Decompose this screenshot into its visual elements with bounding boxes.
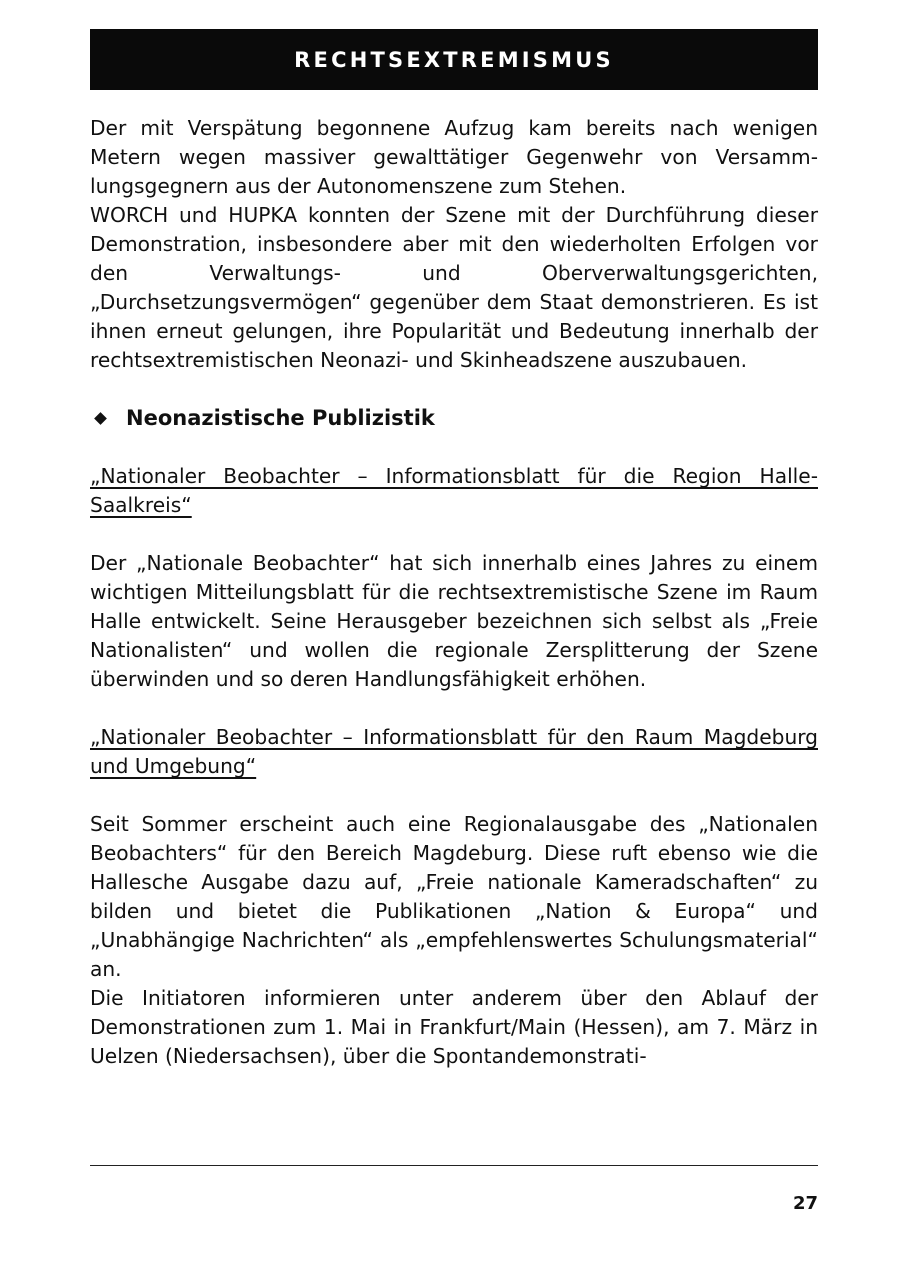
diamond-bullet-icon: [94, 412, 107, 425]
paragraph: Der mit Verspätung begonnene Aufzug kam bereits nach wenigen Metern wegen massiver gewalttätiger Gegenwehr von Versammlungsgegnern aus der Autonomenszene zum Stehen.: [90, 116, 818, 198]
main-content: [90, 114, 818, 1071]
publication-title: „Nationaler Beobachter – Informationsblatt für die Region Halle-Saalkreis“: [90, 464, 818, 517]
paragraph: Der „Nationale Beobachter“ hat sich innerhalb eines Jahres zu einem wichtigen Mitteilungsblatt für die rechtsextremistische Szene im Raum Halle entwickelt. Seine Herausgeber bezeichnen sich selbst als „Freie Nationalisten“ und wollen die regionale Zersplitterung der Szene überwinden und so deren Handlungsfähigkeit erhöhen.: [90, 551, 818, 691]
section-heading-label: Neonazistische Publizistik: [126, 406, 435, 430]
paragraph: Seit Sommer erscheint auch eine Regionalausgabe des „Nationalen Beobachters“ für den Bereich Magdeburg. Diese ruft ebenso wie die Hallesche Ausgabe dazu auf, „Freie nationale Kameradschaften“ zu bilden und bietet die Publikationen „Nation & Europa“ und „Unabhängige Nachrichten“ als „empfehlenswertes Schulungsmaterial“ an.: [90, 812, 818, 981]
section-heading: [90, 404, 818, 433]
paragraph: Die Initiatoren informieren unter anderem über den Ablauf der Demonstrationen zum 1. Mai in Frankfurt/Main (Hessen), am 7. März in Uelzen (Niedersachsen), über die Spontandemonstrati-: [90, 986, 818, 1068]
paragraph: WORCH und HUPKA konnten der Szene mit der Durchführung dieser Demonstration, insbesondere aber mit den wiederholten Erfolgen vor den Verwaltungs- und Oberverwaltungsgerichten, „Durchsetzungsvermögen“ gegenüber dem Staat demonstrieren. Es ist ihnen erneut gelungen, ihre Popularität und Bedeutung innerhalb der rechtsextremistischen Neonazi- und Skinheadszene auszubauen.: [90, 203, 818, 372]
page-number: 27: [792, 1193, 818, 1214]
footer-divider: [90, 1165, 818, 1166]
publication-title: „Nationaler Beobachter – Informationsblatt für den Raum Magdeburg und Umgebung“: [90, 725, 818, 778]
page-title: RECHTSEXTREMISMUS: [294, 47, 614, 72]
header-bar: [90, 29, 818, 90]
